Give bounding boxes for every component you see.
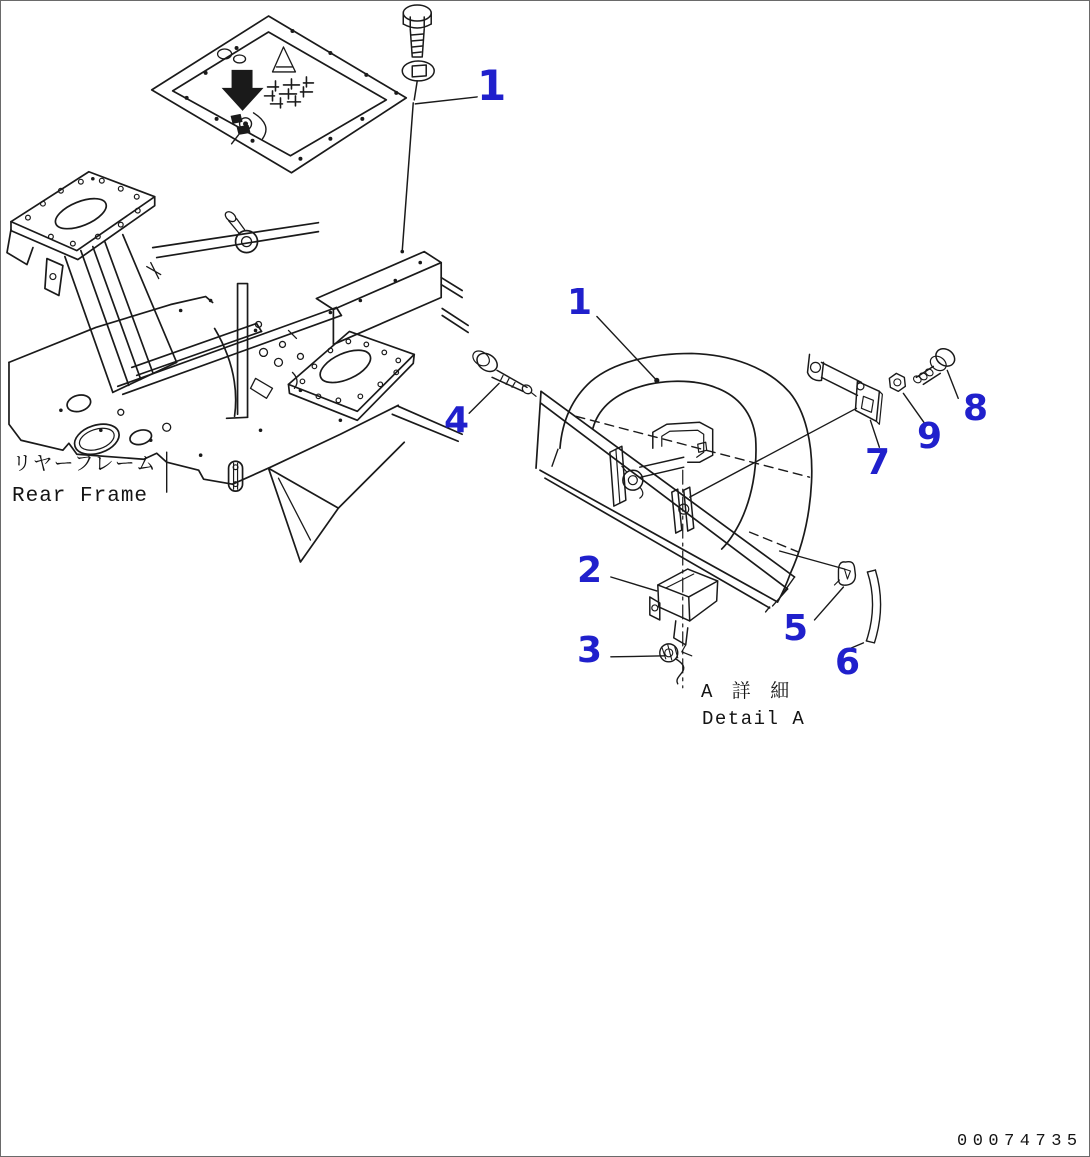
cover-latch-assembly: [610, 422, 713, 533]
detail-a-figure: [415, 97, 958, 688]
detail-a-caption-en: Detail A: [702, 708, 806, 730]
callout-6[interactable]: 6: [835, 642, 861, 683]
detail-part-6-strap: [866, 570, 880, 643]
callout-1-main[interactable]: 1: [477, 61, 507, 110]
detail-a-caption-jp: A 詳 細: [701, 681, 794, 703]
callout-2[interactable]: 2: [577, 550, 603, 591]
detail-part-2-lock: [650, 569, 718, 656]
warning-decal-hatch-icon: [265, 77, 314, 108]
document-number: 00074735: [957, 1132, 1083, 1151]
callout-5[interactable]: 5: [783, 608, 809, 649]
callout-7[interactable]: 7: [865, 442, 891, 483]
callout-1-detail[interactable]: 1: [567, 282, 593, 323]
rear-frame-label-jp: リヤーフレーム: [12, 454, 157, 477]
warning-decal-cone-icon: [273, 47, 296, 72]
callout-9[interactable]: 9: [917, 416, 943, 457]
diagram-line-art: [1, 1, 1089, 1156]
frame-bolt-dots: [59, 177, 422, 457]
callout-8[interactable]: 8: [963, 388, 989, 429]
detail-part-3-clip: [660, 644, 684, 684]
callout-3[interactable]: 3: [577, 630, 603, 671]
cover-plate-figure: [152, 16, 407, 173]
callout-4[interactable]: 4: [444, 400, 470, 441]
warning-decal-arrow-icon: [222, 70, 264, 111]
mounting-bolt-and-washer: [400, 5, 434, 253]
detail-part-4-bolt: [470, 348, 536, 396]
detail-part-5-catch: [834, 562, 855, 586]
detail-part-9-nut: [889, 373, 905, 391]
rear-frame-label-en: Rear Frame: [12, 485, 149, 508]
